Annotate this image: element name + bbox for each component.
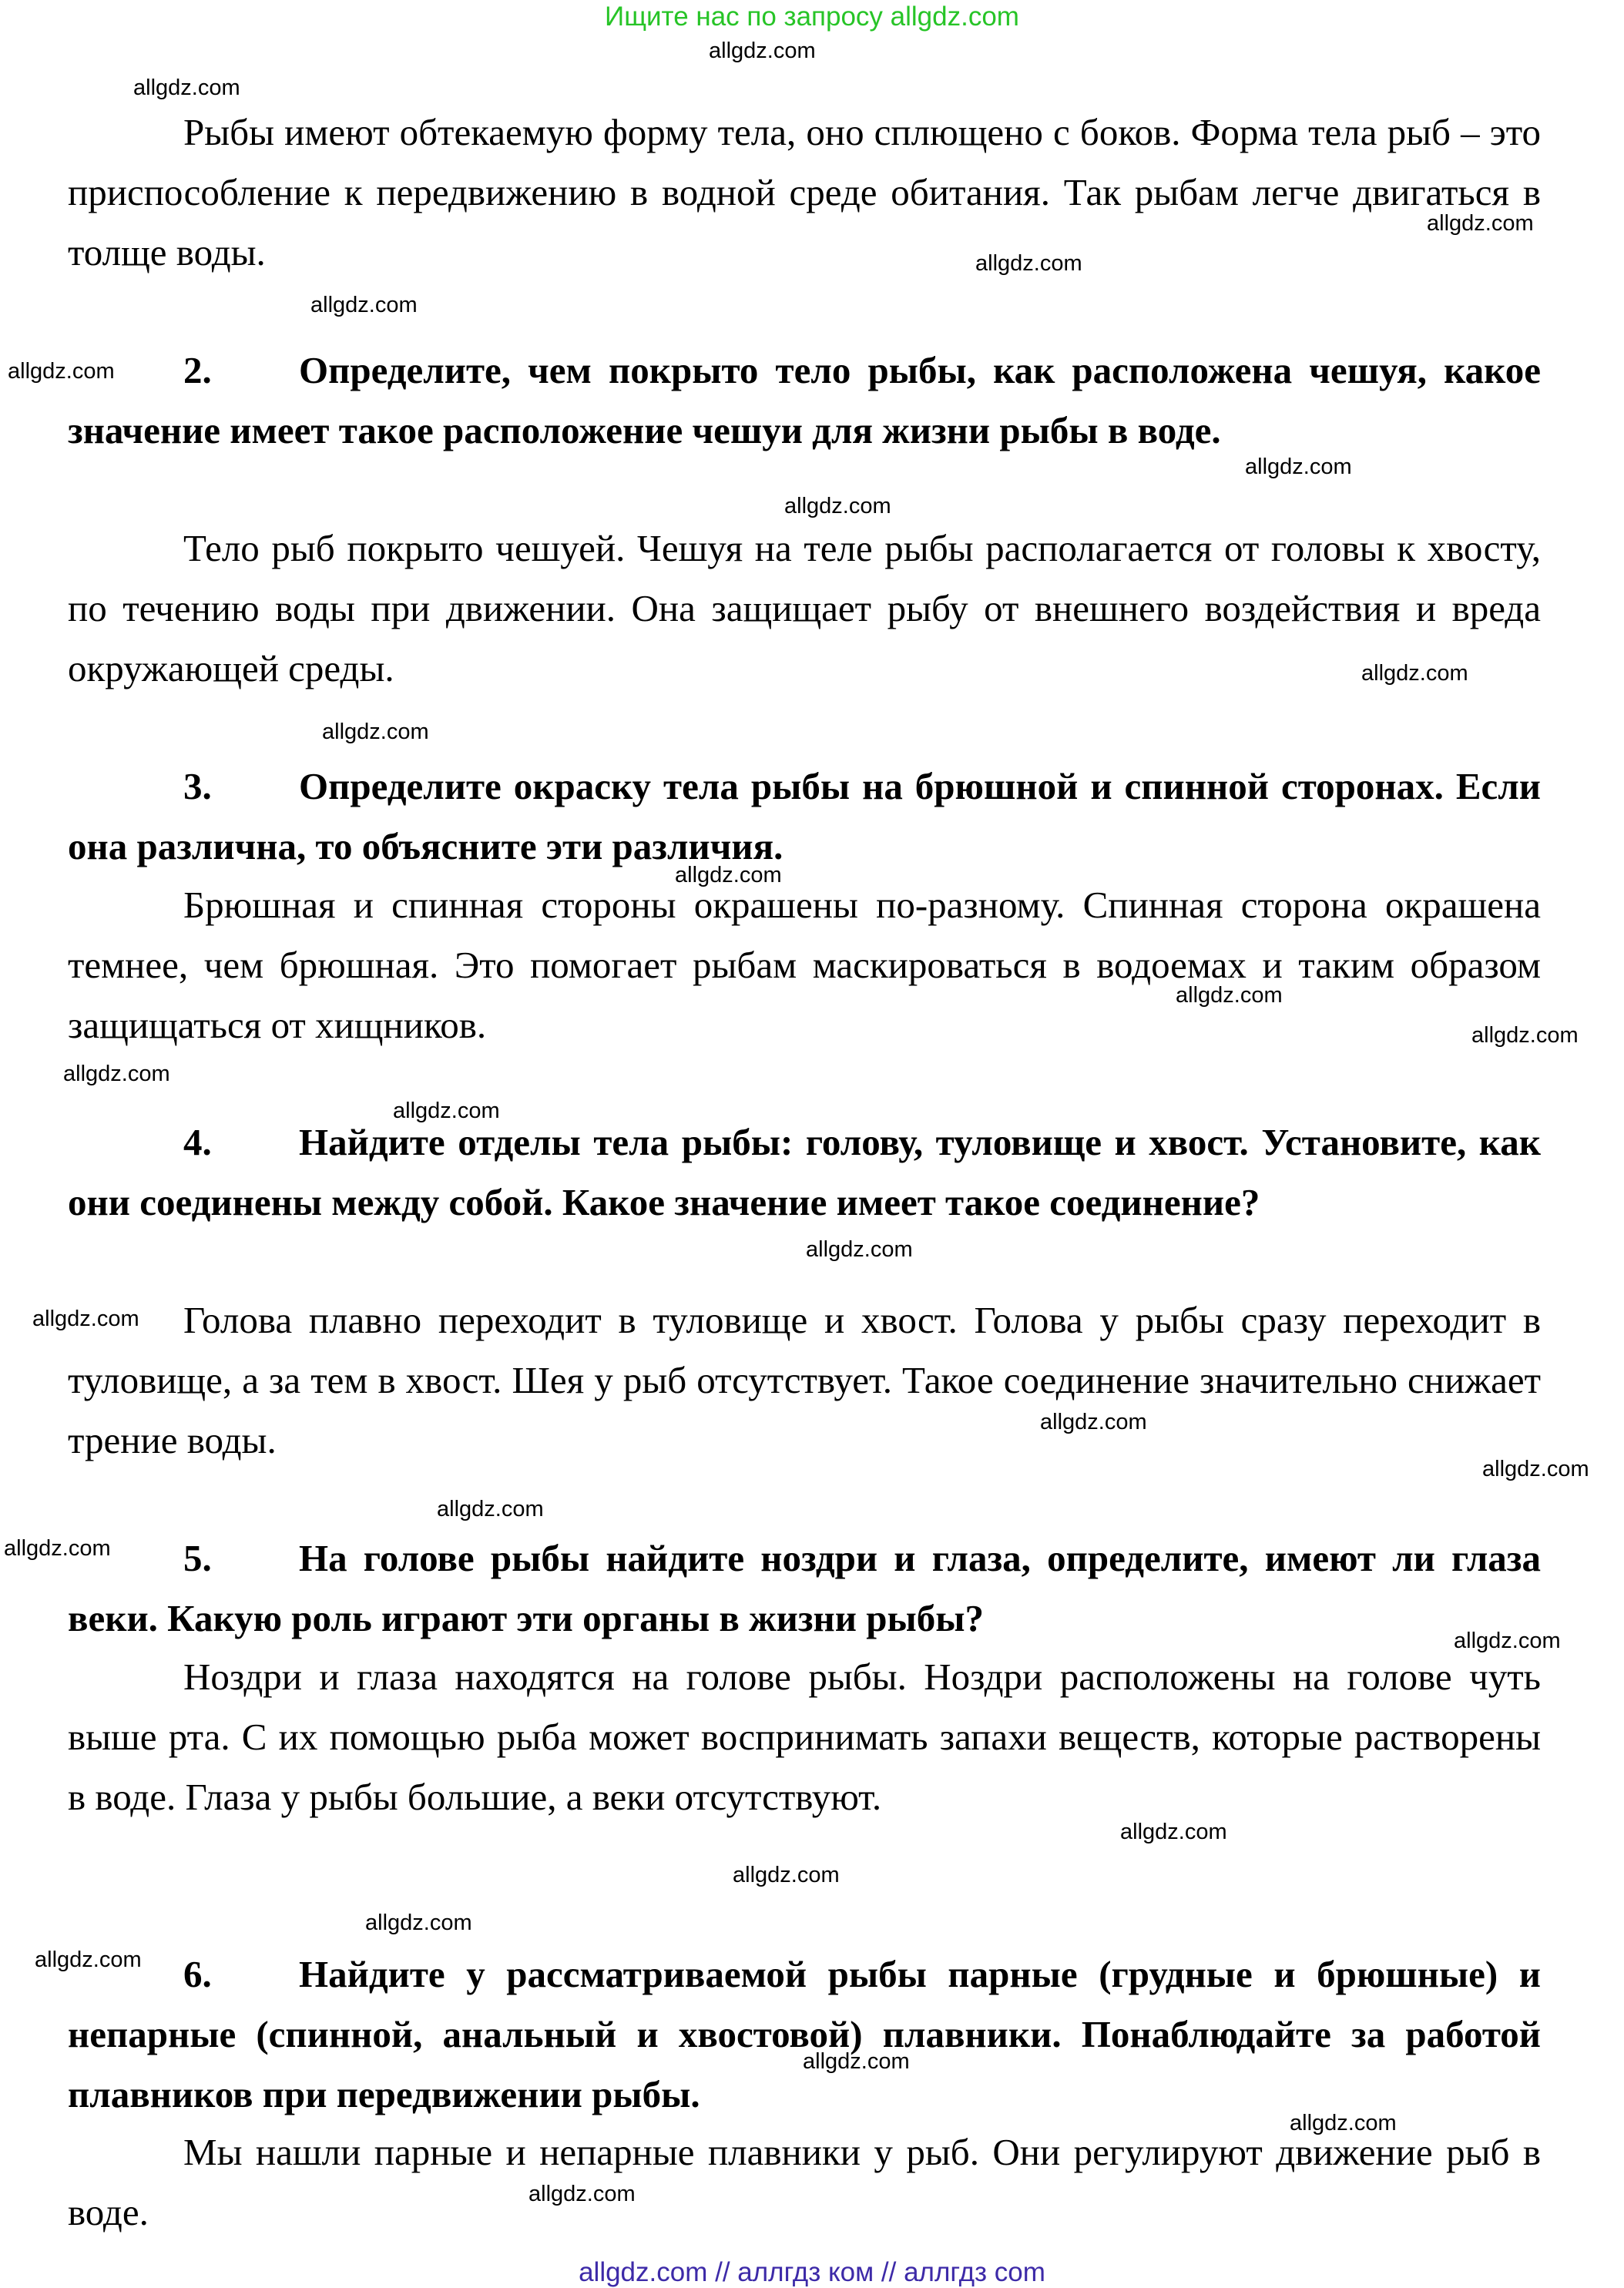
- watermark: allgdz.com: [310, 293, 418, 317]
- watermark: allgdz.com: [806, 1237, 913, 1262]
- watermark: allgdz.com: [63, 1062, 170, 1086]
- question-paragraph: [68, 341, 1541, 461]
- watermark: allgdz.com: [709, 39, 816, 63]
- answer-paragraph: Брюшная и спинная стороны окрашены по-разному. Спинная сторона окрашена темнее, чем брюшная. Это помогает рыбам маскироваться в водоемах и таким образом защищаться от хищников.: [68, 884, 1541, 1046]
- watermark: allgdz.com: [675, 863, 782, 887]
- watermark: allgdz.com: [4, 1536, 111, 1561]
- watermark: allgdz.com: [393, 1099, 500, 1123]
- question-text: Определите, чем покрыто тело рыбы, как расположена чешуя, какое значение имеет такое расположение чешуи для жизни рыбы в воде.: [68, 349, 1541, 451]
- watermark: allgdz.com: [1482, 1457, 1589, 1481]
- question-text: Определите окраску тела рыбы на брюшной и спинной сторонах. Если она различна, то объясните эти различия.: [68, 765, 1541, 867]
- watermark: allgdz.com: [784, 494, 891, 518]
- question-text: На голове рыбы найдите ноздри и глаза, определите, имеют ли глаза веки. Какую роль играют эти органы в жизни рыбы?: [68, 1537, 1541, 1639]
- question-number: 2.: [183, 349, 212, 391]
- watermark: allgdz.com: [32, 1307, 139, 1331]
- watermark: allgdz.com: [365, 1911, 472, 1935]
- question-text: Найдите отделы тела рыбы: голову, туловище и хвост. Установите, как они соединены между собой. Какое значение имеет такое соединение?: [68, 1121, 1541, 1223]
- watermark: allgdz.com: [1245, 455, 1352, 479]
- question-paragraph: [68, 757, 1541, 877]
- question-paragraph: [68, 1112, 1541, 1233]
- watermark: allgdz.com: [1427, 211, 1534, 236]
- footer-links[interactable]: allgdz.com // аллгдз ком // аллгдз com: [579, 2257, 1045, 2287]
- watermark: allgdz.com: [1471, 1023, 1579, 1048]
- answer-paragraph: Голова плавно переходит в туловище и хвост. Голова у рыбы сразу переходит в туловище, а за тем в хвост. Шея у рыб отсутствует. Такое соединение значительно снижает трение воды.: [68, 1299, 1541, 1461]
- answer-paragraph: Тело рыб покрыто чешуей. Чешуя на теле рыбы располагается от головы к хвосту, по течению воды при движении. Она защищает рыбу от внешнего воздействия и вреда окружающей среды.: [68, 527, 1541, 689]
- watermark: allgdz.com: [1361, 661, 1468, 686]
- question-number: 4.: [183, 1121, 212, 1163]
- watermark: allgdz.com: [8, 359, 115, 384]
- watermark: allgdz.com: [133, 75, 240, 100]
- watermark: allgdz.com: [803, 2049, 910, 2074]
- watermark: allgdz.com: [1454, 1629, 1561, 1653]
- watermark: allgdz.com: [733, 1863, 840, 1887]
- watermark: allgdz.com: [35, 1947, 142, 1972]
- watermark: allgdz.com: [1290, 2111, 1397, 2135]
- question-number: 3.: [183, 765, 212, 807]
- question-number: 6.: [183, 1953, 212, 1995]
- answer-paragraph: Мы нашли парные и непарные плавники у рыб. Они регулируют движение рыб в воде.: [68, 2131, 1541, 2233]
- watermark: allgdz.com: [437, 1497, 544, 1521]
- answer-paragraph: Рыбы имеют обтекаемую форму тела, оно сплющено с боков. Форма тела рыб – это приспособление к передвижению в водной среде обитания. Так рыбам легче двигаться в толще воды.: [68, 111, 1541, 273]
- watermark: allgdz.com: [322, 720, 429, 744]
- watermark: allgdz.com: [1040, 1410, 1147, 1434]
- question-paragraph: [68, 1944, 1541, 2125]
- question-paragraph: [68, 1528, 1541, 1649]
- watermark: allgdz.com: [1120, 1820, 1227, 1844]
- watermark: allgdz.com: [975, 251, 1082, 276]
- question-text: Найдите у рассматриваемой рыбы парные (грудные и брюшные) и непарные (спинной, анальный и хвостовой) плавники. Понаблюдайте за работой плавников при передвижении рыбы.: [68, 1953, 1541, 2115]
- top-banner[interactable]: Ищите нас по запросу allgdz.com: [605, 2, 1019, 32]
- question-number: 5.: [183, 1537, 212, 1579]
- watermark: allgdz.com: [528, 2182, 636, 2206]
- watermark: allgdz.com: [1176, 983, 1283, 1008]
- answer-paragraph: Ноздри и глаза находятся на голове рыбы. Ноздри расположены на голове чуть выше рта. С их помощью рыба может воспринимать запахи веществ, которые растворены в воде. Глаза у рыбы большие, а веки отсутствуют.: [68, 1656, 1541, 1818]
